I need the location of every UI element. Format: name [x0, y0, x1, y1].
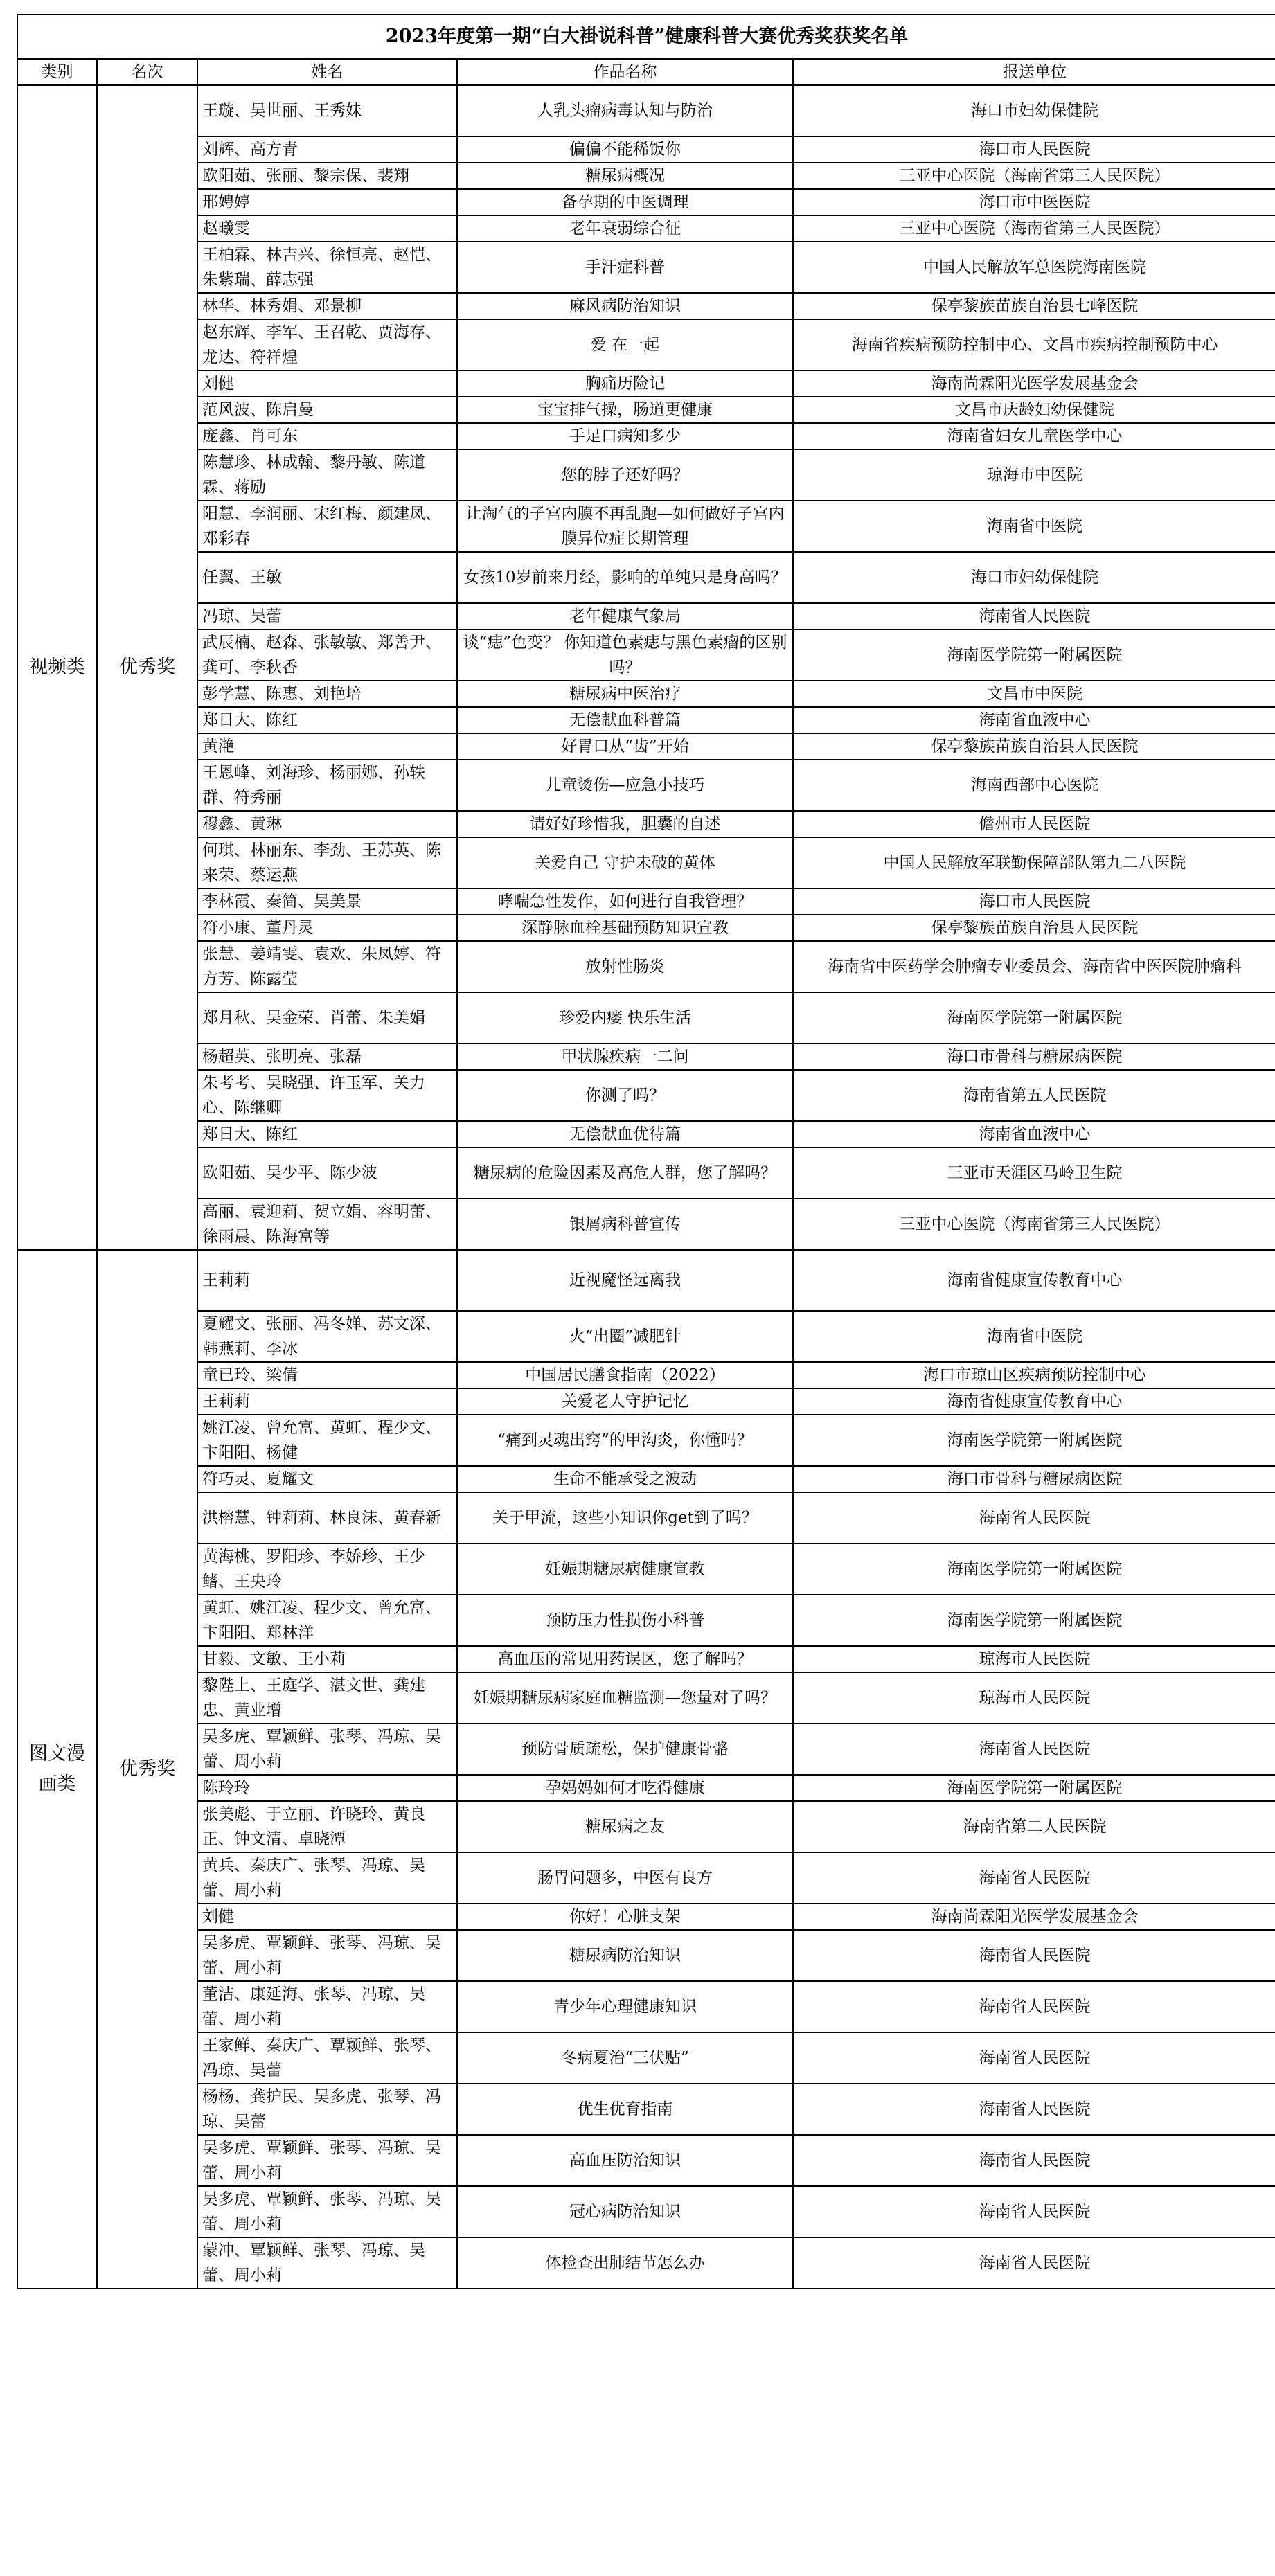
unit-cell: 海南医学院第一附属医院: [793, 1415, 1275, 1466]
work-title-cell: 甲状腺疾病一二问: [457, 1044, 793, 1070]
unit-cell: 中国人民解放军联勤保障部队第九二八医院: [793, 837, 1275, 888]
name-cell: 任翼、王敏: [197, 552, 457, 603]
name-cell: 赵曦雯: [197, 215, 457, 242]
unit-cell: 海南省人民医院: [793, 1492, 1275, 1544]
table-row: [17, 2032, 1275, 2084]
table-row: [17, 1724, 1275, 1775]
rank-cell: 优秀奖: [97, 85, 197, 1250]
table-row: [17, 1044, 1275, 1070]
unit-cell: 海南省人民医院: [793, 1724, 1275, 1775]
name-cell: 童已玲、梁倩: [197, 1362, 457, 1388]
work-title-cell: 关爱自己 守护未破的黄体: [457, 837, 793, 888]
name-cell: 符小康、董丹灵: [197, 915, 457, 941]
name-cell: 阳慧、李润丽、宋红梅、颜建凤、邓彩春: [197, 501, 457, 552]
table-row: [17, 1544, 1275, 1595]
name-cell: 吴多虎、覃颖鲜、张琴、冯琼、吴蕾、周小莉: [197, 2186, 457, 2237]
unit-cell: 海南省血液中心: [793, 1121, 1275, 1147]
table-row: [17, 2237, 1275, 2289]
name-cell: 王恩峰、刘海珍、杨丽娜、孙轶群、符秀丽: [197, 760, 457, 811]
table-row: [17, 681, 1275, 707]
work-title-cell: 青少年心理健康知识: [457, 1981, 793, 2032]
work-title-cell: 糖尿病之友: [457, 1801, 793, 1852]
table-row: [17, 888, 1275, 915]
unit-cell: 海南省人民医院: [793, 2135, 1275, 2186]
name-cell: 姚江凌、曾允富、黄虹、程少文、卞阳阳、杨健: [197, 1415, 457, 1466]
work-title-cell: 胸痛历险记: [457, 370, 793, 397]
work-title-cell: 您的脖子还好吗？: [457, 449, 793, 501]
name-cell: 张美彪、于立丽、许晓玲、黄良正、钟文清、卓晓潭: [197, 1801, 457, 1852]
table-row: [17, 423, 1275, 449]
unit-cell: 海南尚霖阳光医学发展基金会: [793, 1904, 1275, 1930]
unit-cell: 海南西部中心医院: [793, 760, 1275, 811]
unit-cell: 三亚市天涯区马岭卫生院: [793, 1147, 1275, 1199]
unit-cell: 海口市人民医院: [793, 888, 1275, 915]
unit-cell: 三亚中心医院（海南省第三人民医院）: [793, 163, 1275, 189]
unit-cell: 海口市琼山区疾病预防控制中心: [793, 1362, 1275, 1388]
work-title-cell: 关爱老人守护记忆: [457, 1388, 793, 1415]
work-title-cell: 中国居民膳食指南（2022）: [457, 1362, 793, 1388]
table-row: [17, 319, 1275, 370]
header-category: 类别: [17, 59, 97, 85]
table-row: [17, 1904, 1275, 1930]
table-row: [17, 215, 1275, 242]
work-title-cell: 糖尿病防治知识: [457, 1930, 793, 1981]
work-title-cell: 预防骨质疏松，保护健康骨骼: [457, 1724, 793, 1775]
unit-cell: 海南省妇女儿童医学中心: [793, 423, 1275, 449]
unit-cell: 海口市中医医院: [793, 189, 1275, 215]
work-title-cell: 糖尿病中医治疗: [457, 681, 793, 707]
unit-cell: 海南省中医药学会肿瘤专业委员会、海南省中医医院肿瘤科: [793, 941, 1275, 992]
name-cell: 王莉莉: [197, 1388, 457, 1415]
unit-cell: 海南省第五人民医院: [793, 1070, 1275, 1121]
unit-cell: 三亚中心医院（海南省第三人民医院）: [793, 215, 1275, 242]
work-title-cell: 冠心病防治知识: [457, 2186, 793, 2237]
rank-cell: 优秀奖: [97, 1250, 197, 2289]
unit-cell: 琼海市人民医院: [793, 1672, 1275, 1724]
work-title-cell: 让淘气的子宫内膜不再乱跑—如何做好子宫内膜异位症长期管理: [457, 501, 793, 552]
name-cell: 何琪、林丽东、李劲、王苏英、陈来荣、蔡运燕: [197, 837, 457, 888]
work-title-cell: 高血压防治知识: [457, 2135, 793, 2186]
unit-cell: 海南医学院第一附属医院: [793, 1544, 1275, 1595]
unit-cell: 海南省人民医院: [793, 2032, 1275, 2084]
work-title-cell: 老年健康气象局: [457, 603, 793, 629]
unit-cell: 保亭黎族苗族自治县七峰医院: [793, 293, 1275, 319]
name-cell: 吴多虎、覃颖鲜、张琴、冯琼、吴蕾、周小莉: [197, 1724, 457, 1775]
work-title-cell: 预防压力性损伤小科普: [457, 1595, 793, 1646]
work-title-cell: 火“出圈”减肥针: [457, 1311, 793, 1362]
table-row: [17, 1775, 1275, 1801]
table-row: [17, 837, 1275, 888]
table-row: [17, 85, 1275, 136]
name-cell: 吴多虎、覃颖鲜、张琴、冯琼、吴蕾、周小莉: [197, 1930, 457, 1981]
name-cell: 刘健: [197, 370, 457, 397]
work-title-cell: 手足口病知多少: [457, 423, 793, 449]
work-title-cell: 备孕期的中医调理: [457, 189, 793, 215]
name-cell: 黄滟: [197, 733, 457, 760]
table-row: [17, 1801, 1275, 1852]
name-cell: 陈玲玲: [197, 1775, 457, 1801]
table-row: [17, 1415, 1275, 1466]
unit-cell: 文昌市庆龄妇幼保健院: [793, 397, 1275, 423]
name-cell: 蒙冲、覃颖鲜、张琴、冯琼、吴蕾、周小莉: [197, 2237, 457, 2289]
work-title-cell: 爱 在一起: [457, 319, 793, 370]
unit-cell: 海南省健康宣传教育中心: [793, 1250, 1275, 1311]
unit-cell: 海南尚霖阳光医学发展基金会: [793, 370, 1275, 397]
table-row: [17, 293, 1275, 319]
table-row: [17, 941, 1275, 992]
award-table: [17, 14, 1275, 2289]
work-title-cell: 好胃口从“齿”开始: [457, 733, 793, 760]
table-row: [17, 1199, 1275, 1250]
header-unit: 报送单位: [793, 59, 1275, 85]
work-title-cell: 珍爱内瘘 快乐生活: [457, 992, 793, 1044]
unit-cell: 海南省健康宣传教育中心: [793, 1388, 1275, 1415]
name-cell: 刘健: [197, 1904, 457, 1930]
table-row: [17, 1121, 1275, 1147]
work-title-cell: 你好！心脏支架: [457, 1904, 793, 1930]
table-row: [17, 733, 1275, 760]
work-title-cell: 女孩10岁前来月经，影响的单纯只是身高吗？: [457, 552, 793, 603]
name-cell: 黎陛上、王庭学、湛文世、龚建忠、黄业增: [197, 1672, 457, 1724]
name-cell: 黄兵、秦庆广、张琴、冯琼、吴蕾、周小莉: [197, 1852, 457, 1904]
work-title-cell: 近视魔怪远离我: [457, 1250, 793, 1311]
table-row: [17, 1311, 1275, 1362]
table-row: [17, 1595, 1275, 1646]
work-title-cell: “痛到灵魂出窍”的甲沟炎，你懂吗？: [457, 1415, 793, 1466]
work-title-cell: 体检查出肺结节怎么办: [457, 2237, 793, 2289]
work-title-cell: 冬病夏治“三伏贴”: [457, 2032, 793, 2084]
table-row: [17, 501, 1275, 552]
name-cell: 郑日大、陈红: [197, 707, 457, 733]
page-title: 2023年度第一期“白大褂说科普”健康科普大赛优秀奖获奖名单: [17, 15, 1275, 59]
unit-cell: 海南省人民医院: [793, 603, 1275, 629]
table-body: [17, 85, 1275, 2289]
name-cell: 王柏霖、林吉兴、徐恒亮、赵恺、朱紫瑞、薛志强: [197, 242, 457, 293]
name-cell: 庞鑫、肖可东: [197, 423, 457, 449]
table-row: [17, 397, 1275, 423]
work-title-cell: 谈“痣”色变？ 你知道色素痣与黑色素瘤的区别吗？: [457, 629, 793, 681]
table-row: [17, 811, 1275, 837]
work-title-cell: 糖尿病的危险因素及高危人群，您了解吗？: [457, 1147, 793, 1199]
name-cell: 张慧、姜靖雯、袁欢、朱凤婷、符方芳、陈露莹: [197, 941, 457, 992]
unit-cell: 海南省人民医院: [793, 1930, 1275, 1981]
work-title-cell: 偏偏不能稀饭你: [457, 136, 793, 163]
name-cell: 刘辉、高方青: [197, 136, 457, 163]
table-row: [17, 2084, 1275, 2135]
unit-cell: 海南省人民医院: [793, 2237, 1275, 2289]
table-row: [17, 1070, 1275, 1121]
work-title-cell: 糖尿病概况: [457, 163, 793, 189]
work-title-cell: 关于甲流，这些小知识你get到了吗？: [457, 1492, 793, 1544]
unit-cell: 文昌市中医院: [793, 681, 1275, 707]
unit-cell: 琼海市中医院: [793, 449, 1275, 501]
unit-cell: 海南医学院第一附属医院: [793, 992, 1275, 1044]
work-title-cell: 生命不能承受之波动: [457, 1466, 793, 1492]
unit-cell: 海南省血液中心: [793, 707, 1275, 733]
unit-cell: 海口市骨科与糖尿病医院: [793, 1044, 1275, 1070]
unit-cell: 海南省人民医院: [793, 1981, 1275, 2032]
table-header-row: [17, 59, 1275, 85]
table-row: [17, 1492, 1275, 1544]
category-cell: 图文漫画类: [17, 1250, 97, 2289]
work-title-cell: 放射性肠炎: [457, 941, 793, 992]
table-row: [17, 1852, 1275, 1904]
work-title-cell: 肠胃问题多，中医有良方: [457, 1852, 793, 1904]
work-title-cell: 优生优育指南: [457, 2084, 793, 2135]
table-row: [17, 189, 1275, 215]
header-work: 作品名称: [457, 59, 793, 85]
name-cell: 高丽、袁迎莉、贺立娟、容明蕾、徐雨晨、陈海富等: [197, 1199, 457, 1250]
work-title-cell: 哮喘急性发作，如何进行自我管理？: [457, 888, 793, 915]
work-title-cell: 妊娠期糖尿病健康宣教: [457, 1544, 793, 1595]
work-title-cell: 银屑病科普宣传: [457, 1199, 793, 1250]
table-row: [17, 242, 1275, 293]
table-row: [17, 552, 1275, 603]
name-cell: 王璇、吴世丽、王秀妹: [197, 85, 457, 136]
name-cell: 郑日大、陈红: [197, 1121, 457, 1147]
unit-cell: 琼海市人民医院: [793, 1646, 1275, 1672]
unit-cell: 海南省第二人民医院: [793, 1801, 1275, 1852]
name-cell: 彭学慧、陈惠、刘艳培: [197, 681, 457, 707]
table-row: [17, 1147, 1275, 1199]
name-cell: 王莉莉: [197, 1250, 457, 1311]
name-cell: 朱考考、吴晓强、许玉军、关力心、陈继卿: [197, 1070, 457, 1121]
name-cell: 范风波、陈启曼: [197, 397, 457, 423]
table-row: [17, 1362, 1275, 1388]
table-row: [17, 449, 1275, 501]
header-name: 姓名: [197, 59, 457, 85]
name-cell: 黄海桃、罗阳珍、李娇珍、王少鳍、王央玲: [197, 1544, 457, 1595]
unit-cell: 海南医学院第一附属医院: [793, 629, 1275, 681]
work-title-cell: 无偿献血优待篇: [457, 1121, 793, 1147]
work-title-cell: 请好好珍惜我，胆囊的自述: [457, 811, 793, 837]
table-row: [17, 136, 1275, 163]
table-row: [17, 1930, 1275, 1981]
table-row: [17, 1981, 1275, 2032]
unit-cell: 海南省人民医院: [793, 1852, 1275, 1904]
table-row: [17, 603, 1275, 629]
table-row: [17, 1672, 1275, 1724]
unit-cell: 海南医学院第一附属医院: [793, 1595, 1275, 1646]
name-cell: 郑月秋、吴金荣、肖蕾、朱美娟: [197, 992, 457, 1044]
table-row: [17, 2186, 1275, 2237]
unit-cell: 保亭黎族苗族自治县人民医院: [793, 733, 1275, 760]
unit-cell: 海南省人民医院: [793, 2084, 1275, 2135]
name-cell: 符巧灵、夏耀文: [197, 1466, 457, 1492]
unit-cell: 三亚中心医院（海南省第三人民医院）: [793, 1199, 1275, 1250]
unit-cell: 海南省人民医院: [793, 2186, 1275, 2237]
name-cell: 欧阳茹、张丽、黎宗保、裴翔: [197, 163, 457, 189]
work-title-cell: 孕妈妈如何才吃得健康: [457, 1775, 793, 1801]
name-cell: 冯琼、吴蕾: [197, 603, 457, 629]
name-cell: 陈慧珍、林成翰、黎丹敏、陈道霖、蒋励: [197, 449, 457, 501]
name-cell: 赵东辉、李军、王召乾、贾海存、龙达、符祥煌: [197, 319, 457, 370]
unit-cell: 海南医学院第一附属医院: [793, 1775, 1275, 1801]
work-title-cell: 高血压的常见用药误区，您了解吗？: [457, 1646, 793, 1672]
work-title-cell: 深静脉血栓基础预防知识宣教: [457, 915, 793, 941]
unit-cell: 海南省中医院: [793, 1311, 1275, 1362]
table-row: [17, 1388, 1275, 1415]
table-row: [17, 992, 1275, 1044]
work-title-cell: 你测了吗？: [457, 1070, 793, 1121]
unit-cell: 海口市人民医院: [793, 136, 1275, 163]
table-row: [17, 1250, 1275, 1311]
table-row: [17, 163, 1275, 189]
category-cell: 视频类: [17, 85, 97, 1250]
unit-cell: 中国人民解放军总医院海南医院: [793, 242, 1275, 293]
name-cell: 武辰楠、赵森、张敏敏、郑善尹、龚可、李秋香: [197, 629, 457, 681]
unit-cell: 海口市妇幼保健院: [793, 552, 1275, 603]
name-cell: 杨超英、张明亮、张磊: [197, 1044, 457, 1070]
unit-cell: 儋州市人民医院: [793, 811, 1275, 837]
work-title-cell: 老年衰弱综合征: [457, 215, 793, 242]
work-title-cell: 儿童烫伤—应急小技巧: [457, 760, 793, 811]
table-row: [17, 1646, 1275, 1672]
table-row: [17, 707, 1275, 733]
name-cell: 甘毅、文敏、王小莉: [197, 1646, 457, 1672]
name-cell: 穆鑫、黄琳: [197, 811, 457, 837]
work-title-cell: 人乳头瘤病毒认知与防治: [457, 85, 793, 136]
name-cell: 邢娉婷: [197, 189, 457, 215]
work-title-cell: 无偿献血科普篇: [457, 707, 793, 733]
name-cell: 欧阳茹、吴少平、陈少波: [197, 1147, 457, 1199]
unit-cell: 保亭黎族苗族自治县人民医院: [793, 915, 1275, 941]
table-row: [17, 370, 1275, 397]
table-row: [17, 760, 1275, 811]
name-cell: 杨杨、龚护民、吴多虎、张琴、冯琼、吴蕾: [197, 2084, 457, 2135]
name-cell: 黄虹、姚江凌、程少文、曾允富、卞阳阳、郑林洋: [197, 1595, 457, 1646]
table-row: [17, 2135, 1275, 2186]
work-title-cell: 妊娠期糖尿病家庭血糖监测—您量对了吗？: [457, 1672, 793, 1724]
unit-cell: 海口市妇幼保健院: [793, 85, 1275, 136]
name-cell: 洪榕慧、钟莉莉、林良沫、黄春新: [197, 1492, 457, 1544]
unit-cell: 海口市骨科与糖尿病医院: [793, 1466, 1275, 1492]
name-cell: 董洁、康延海、张琴、冯琼、吴蕾、周小莉: [197, 1981, 457, 2032]
work-title-cell: 宝宝排气操，肠道更健康: [457, 397, 793, 423]
work-title-cell: 麻风病防治知识: [457, 293, 793, 319]
unit-cell: 海南省中医院: [793, 501, 1275, 552]
name-cell: 王家鲜、秦庆广、覃颖鲜、张琴、冯琼、吴蕾: [197, 2032, 457, 2084]
name-cell: 吴多虎、覃颖鲜、张琴、冯琼、吴蕾、周小莉: [197, 2135, 457, 2186]
table-row: [17, 1466, 1275, 1492]
unit-cell: 海南省疾病预防控制中心、文昌市疾病控制预防中心: [793, 319, 1275, 370]
name-cell: 李林霞、秦简、吴美景: [197, 888, 457, 915]
work-title-cell: 手汗症科普: [457, 242, 793, 293]
name-cell: 林华、林秀娟、邓景柳: [197, 293, 457, 319]
table-row: [17, 915, 1275, 941]
header-rank: 名次: [97, 59, 197, 85]
table-row: [17, 629, 1275, 681]
name-cell: 夏耀文、张丽、冯冬婵、苏文深、韩燕莉、李冰: [197, 1311, 457, 1362]
